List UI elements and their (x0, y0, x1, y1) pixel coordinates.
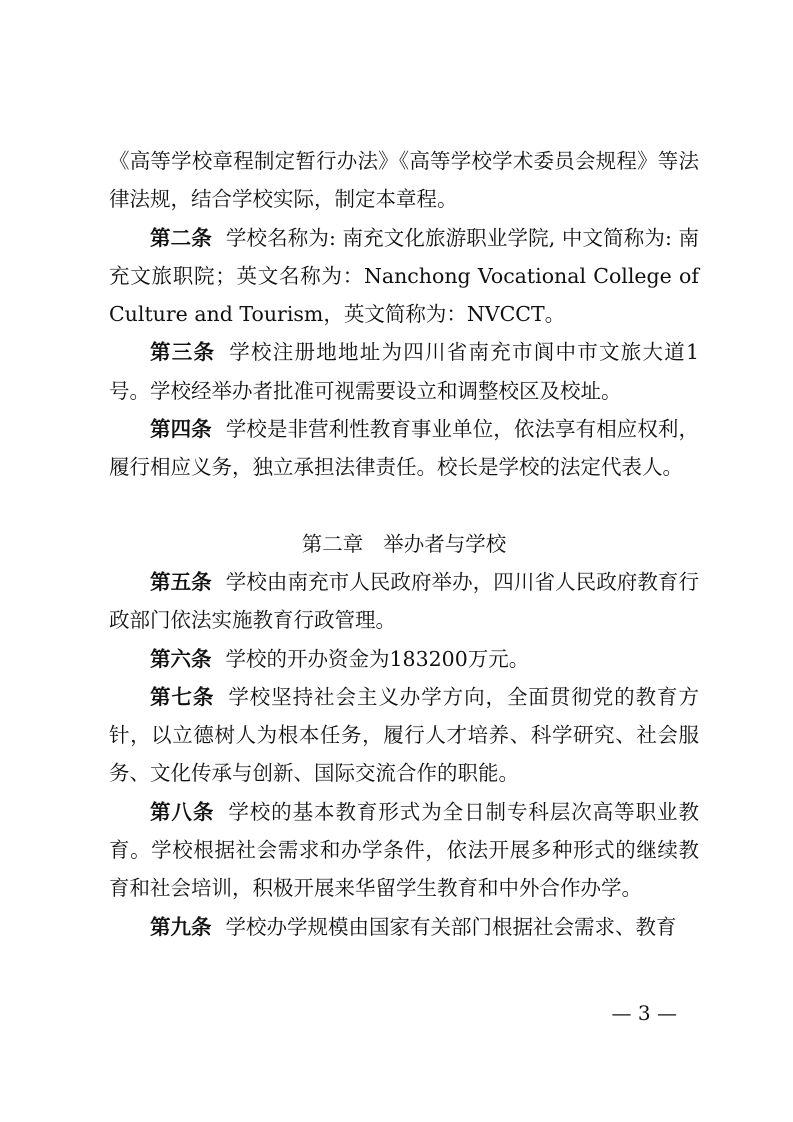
article-8 (109, 793, 699, 908)
article-label: 第八条 (150, 799, 215, 824)
chapter-number: 第二章 (301, 531, 364, 556)
article-6 (109, 640, 699, 678)
article-label: 第六条 (150, 646, 212, 671)
article-label: 第九条 (150, 914, 212, 939)
article-2 (109, 219, 699, 334)
article-text: 学校的基本教育形式为全日制专科层次高等职业教育。学校根据社会需求和办学条件，依法开展多种形式的继续教育和社会培训，积极开展来华留学生教育和中外合作办学。 (109, 799, 699, 901)
article-9 (109, 908, 699, 946)
article-text: 学校坚持社会主义办学方向，全面贯彻党的教育方针，以立德树人为根本任务，履行人才培养、科学研究、社会服务、文化传承与创新、国际交流合作的职能。 (109, 684, 699, 786)
article-text: 学校由南充市人民政府举办，四川省人民政府教育行政部门依法实施教育行政管理。 (109, 569, 700, 633)
article-label: 第三条 (150, 340, 216, 365)
chapter-title-text: 举办者与学校 (383, 531, 507, 556)
opening-paragraph-text: 《高等学校章程制定暂行办法》《高等学校学术委员会规程》等法律法规，结合学校实际，制定本章程。 (109, 149, 699, 212)
article-label: 第七条 (150, 684, 215, 709)
article-text: 学校的开办资金为183200万元。 (225, 646, 530, 671)
opening-paragraph (109, 142, 699, 219)
article-label: 第二条 (150, 225, 212, 250)
article-4 (109, 410, 699, 487)
article-3 (109, 333, 699, 410)
article-text: 学校办学规模由国家有关部门根据社会需求、教育 (225, 914, 677, 939)
article-7 (109, 678, 699, 793)
article-label: 第四条 (150, 417, 212, 442)
article-5 (109, 563, 699, 640)
article-text: 学校是非营利性教育事业单位，依法享有相应权利，履行相应义务，独立承担法律责任。校长是学校的法定代表人。 (109, 417, 700, 480)
chapter-heading (109, 525, 699, 563)
article-text: 学校名称为: 南充文化旅游职业学院, 中文简称为: 南充文旅职院；英文名称为：Nanchong Vocational College of Culture and Tourism，英文简称为：NVCCT。 (109, 225, 699, 327)
page-number: — 3 — (611, 1001, 677, 1025)
document-body (109, 142, 699, 946)
article-text: 学校注册地地址为四川省南充市阆中市文旅大道1号。学校经举办者批准可视需要设立和调整校区及校址。 (109, 340, 700, 403)
article-label: 第五条 (150, 569, 212, 594)
